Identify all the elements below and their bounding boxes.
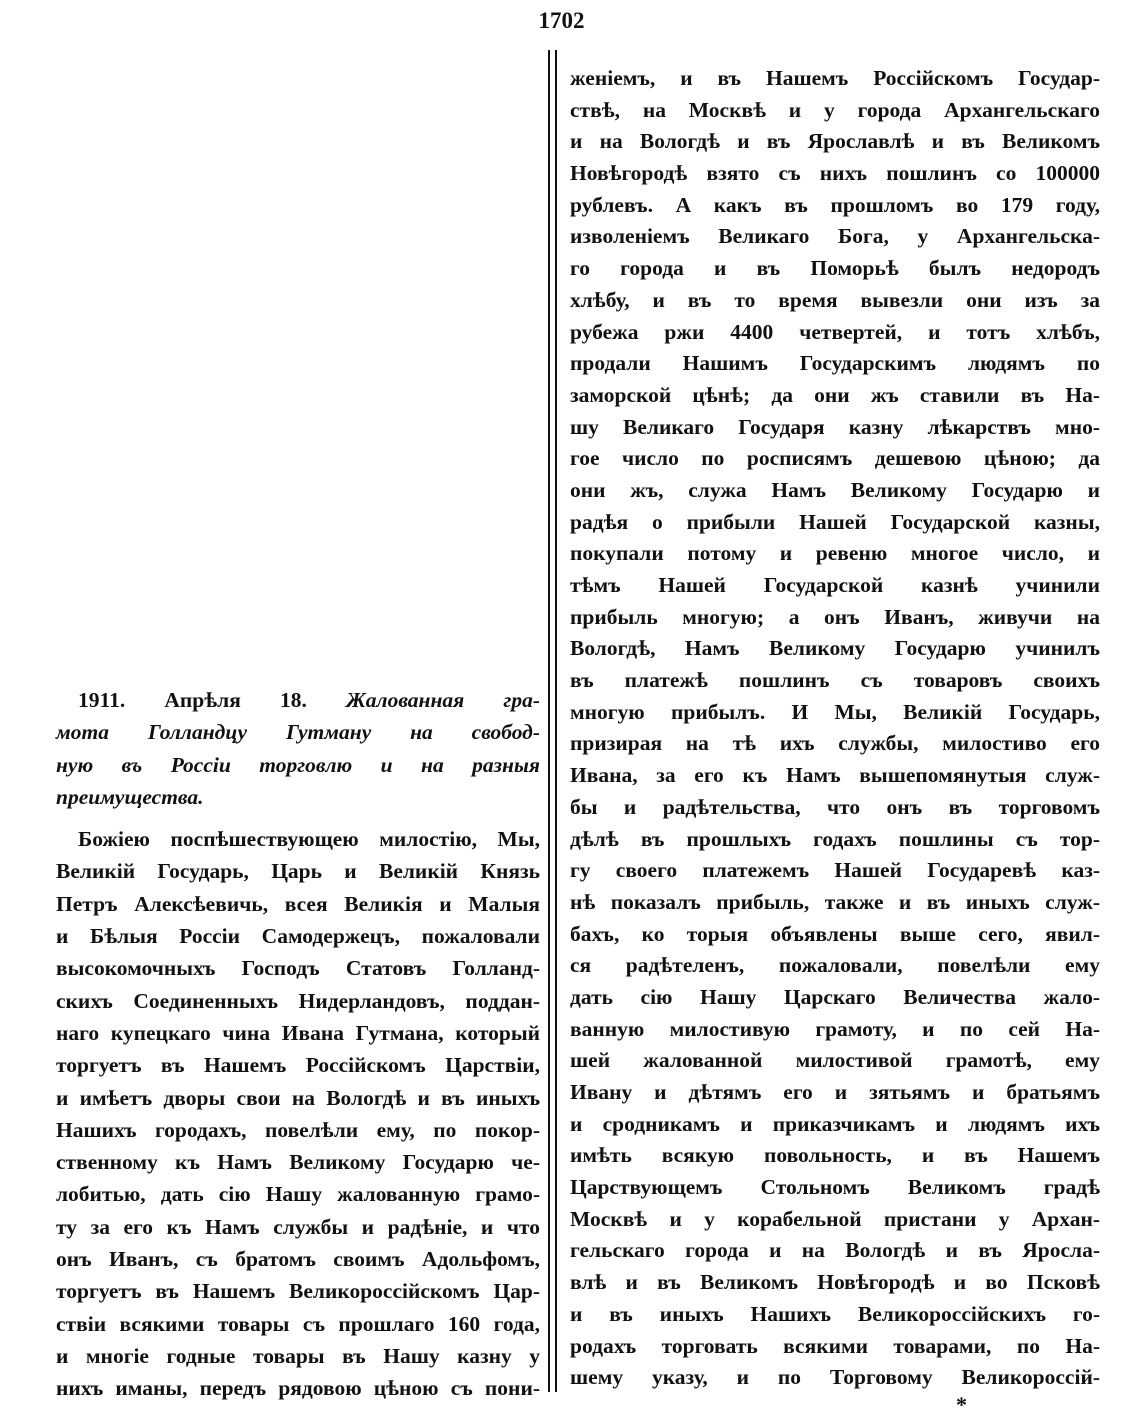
text-line: лобитью, дать сію Нашу жалованную грамо- [56, 1182, 540, 1207]
document-date: Апрѣля 18. [164, 688, 307, 712]
text-line: и имѣетъ дворы свои на Вологдѣ и въ иныхъ [56, 1085, 540, 1110]
text-line: гу своего платежемъ Нашей Государевѣ каз- [570, 858, 1100, 883]
heading-line: мота Голландцу Гутману на свобод- [56, 720, 540, 745]
column-rule-left [548, 50, 550, 1392]
column-rule-right [555, 50, 557, 1392]
text-line: многую прибылъ. И Мы, Великій Государь, [570, 699, 1100, 724]
page-number: 1702 [538, 8, 585, 33]
text-line: ту за его къ Намъ службы и радѣніе, и что [56, 1214, 540, 1239]
left-body-text [56, 823, 540, 1404]
text-line: рубежа ржи 4400 четвертей, и тотъ хлѣбъ, [570, 319, 1100, 344]
text-line: Москвѣ и у корабельной пристани у Архан- [570, 1206, 1100, 1231]
text-line: торгуетъ въ Нашемъ Россійскомъ Царствіи, [56, 1053, 540, 1078]
heading-line: преимущества. [56, 784, 204, 809]
text-line: ствіи всякими товары съ прошлаго 160 года, [56, 1311, 540, 1336]
text-line: прибыль многую; а онъ Иванъ, живучи на [570, 604, 1100, 629]
text-line: радѣя о прибыли Нашей Государской казны, [570, 509, 1100, 534]
text-line: хлѣбу, и въ то время вывезли они изъ за [570, 287, 1100, 312]
text-line: въ платежѣ пошлинъ съ товаровъ своихъ [570, 668, 1100, 693]
text-line: Новѣгородѣ взято съ нихъ пошлинъ со 100000 [570, 161, 1100, 186]
text-line: Вологдѣ, Намъ Великому Государю учинилъ [570, 636, 1100, 661]
text-line: Нашихъ городахъ, повелѣли ему, по покор- [56, 1117, 540, 1142]
left-column [56, 684, 540, 1405]
heading-line: ную въ Россіи торговлю и на разныя [56, 752, 540, 777]
text-line: Ивану и дѣтямъ его и зятьямъ и братьямъ [570, 1080, 1100, 1104]
text-line: они жъ, служа Намъ Великому Государю и [570, 477, 1100, 502]
text-line: дать сію Нашу Царскаго Величества жало- [570, 984, 1100, 1009]
text-line: ствѣ, на Москвѣ и у города Архангельскаго [570, 97, 1100, 122]
text-line: бахъ, ко торыя объявлены выше сего, явил- [570, 921, 1100, 946]
text-line: нѣ показалъ прибыль, также и въ иныхъ служ- [570, 889, 1100, 914]
signature-mark: * [956, 1392, 967, 1417]
text-line: шей жалованной милостивой грамотѣ, ему [570, 1048, 1100, 1073]
text-line: Божіею поспѣшествующею милостію, Мы, [78, 827, 540, 852]
text-line: Петръ Алексѣевичь, всея Великія и Малыя [56, 891, 540, 916]
text-line: и Бѣлыя Россіи Самодержецъ, пожаловали [56, 924, 540, 949]
text-line: и многіе годные товары въ Нашу казну у [56, 1343, 540, 1368]
text-line: ственному къ Намъ Великому Государю че- [56, 1150, 540, 1175]
text-line: бы и радѣтельства, что онъ въ торговомъ [570, 794, 1100, 819]
text-line: торгуетъ въ Нашемъ Великороссійскомъ Цар- [56, 1279, 540, 1304]
text-line: призирая на тѣ ихъ службы, милостиво его [570, 731, 1100, 756]
text-line: наго купецкаго чина Ивана Гутмана, который [56, 1020, 540, 1045]
text-line: высокомочныхъ Господъ Статовъ Голланд- [56, 956, 540, 981]
text-line: нихъ иманы, передъ рядовою цѣною съ пони- [56, 1376, 540, 1401]
document-number: 1911. [78, 688, 126, 712]
text-line: ванную милостивую грамоту, и по сей На- [570, 1016, 1100, 1041]
text-line: тѣмъ Нашей Государской казнѣ учинили [570, 573, 1100, 597]
text-line: покупали потому и ревеню многое число, и [570, 541, 1100, 566]
document-title: Жалованная гра- [346, 688, 541, 712]
text-line: Царствующемъ Стольномъ Великомъ градѣ [570, 1175, 1100, 1200]
right-column [570, 63, 1100, 1394]
text-line: шему указу, и по Торговому Великороссій- [570, 1365, 1100, 1390]
text-line: го города и въ Поморьѣ былъ недородъ [570, 256, 1100, 281]
text-line: шу Великаго Государя казну лѣкарствъ мно- [570, 414, 1100, 439]
document-heading [56, 684, 540, 813]
heading-line [56, 684, 540, 716]
text-line: Ивана, за его къ Намъ вышепомянутыя служ- [570, 763, 1100, 788]
text-line: и въ иныхъ Нашихъ Великороссійскихъ го- [570, 1301, 1100, 1326]
text-line: скихъ Соединенныхъ Нидерландовъ, поддан- [56, 988, 540, 1013]
text-line: гельскаго города и на Вологдѣ и въ Яросла- [570, 1238, 1100, 1263]
text-line: рублевъ. А какъ въ прошломъ во 179 году, [570, 192, 1100, 217]
text-line: продали Нашимъ Государскимъ людямъ по [570, 351, 1100, 376]
text-line: и сродникамъ и приказчикамъ и людямъ ихъ [570, 1111, 1100, 1136]
text-line: женіемъ, и въ Нашемъ Россійскомъ Государ- [570, 66, 1100, 90]
text-line: имѣть всякую повольность, и въ Нашемъ [570, 1143, 1100, 1168]
text-line: и на Вологдѣ и въ Ярославлѣ и въ Великомъ [570, 129, 1100, 154]
text-line: онъ Иванъ, съ братомъ своимъ Адольфомъ, [56, 1247, 540, 1272]
text-line: заморской цѣнѣ; да они жъ ставили въ На- [570, 382, 1100, 407]
text-line: ся радѣтеленъ, пожаловали, повелѣли ему [570, 953, 1100, 978]
text-line: гое число по росписямъ дешевою цѣною; да [570, 446, 1100, 471]
text-line: влѣ и въ Великомъ Новѣгородѣ и во Псковѣ [570, 1270, 1100, 1295]
text-line: Великій Государь, Царь и Великій Князь [56, 859, 540, 884]
text-line: изволеніемъ Великаго Бога, у Архангельска- [570, 224, 1100, 249]
text-line: родахъ торговать всякими товарами, по На- [570, 1333, 1100, 1358]
text-line: дѣлѣ въ прошлыхъ годахъ пошлины съ тор- [570, 826, 1100, 851]
